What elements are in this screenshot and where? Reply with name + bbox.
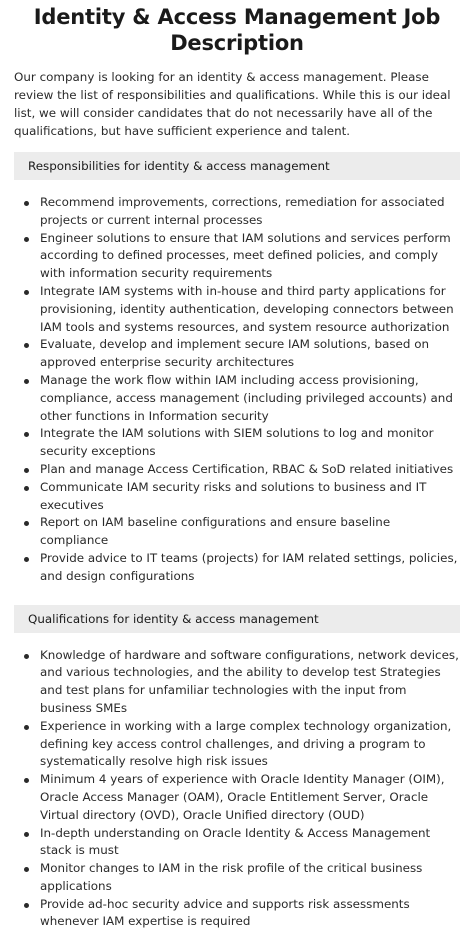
bullet-icon: [24, 903, 29, 908]
list-item-text: Minimum 4 years of experience with Oracle Identity Manager (OIM), Oracle Access Manager (OAM), Oracle Entitlement Server, Oracle Virtual directory (OVD), Oracle Unified directory (OUD): [40, 772, 445, 822]
list-item-text: Engineer solutions to ensure that IAM solutions and services perform according to defined processes, meet defined policies, and comply with information security requirements: [40, 230, 451, 281]
bullet-icon: [24, 654, 29, 659]
list-item: [14, 550, 460, 586]
list-item-text: In-depth understanding on Oracle Identity & Access Management stack is must: [40, 825, 431, 858]
list-item-text: Integrate IAM systems with in-house and third party applications for provisioning, identity authentication, developing connectors between IAM tools and systems resources, and system resource authorization: [40, 283, 454, 334]
list-item: [14, 771, 460, 824]
list-item-text: Plan and manage Access Certification, RBAC & SoD related initiatives: [40, 461, 454, 476]
list-item: [14, 718, 460, 771]
list-item-text: Recommend improvements, corrections, remediation for associated projects or current internal processes: [40, 195, 445, 227]
list-item: [14, 283, 460, 336]
list-item-text: Report on IAM baseline configurations and ensure baseline compliance: [40, 515, 391, 548]
bullet-icon: [24, 468, 29, 473]
bullet-icon: [24, 379, 29, 384]
qualifications-section-header: [14, 605, 460, 633]
list-item: [14, 647, 460, 718]
responsibilities-heading: Responsibilities for identity & access management: [28, 159, 330, 173]
list-item: [14, 825, 460, 861]
bullet-icon: [24, 778, 29, 783]
list-item-text: Monitor changes to IAM in the risk profile of the critical business applications: [40, 861, 423, 893]
bullet-icon: [24, 486, 29, 491]
list-item: [14, 425, 460, 461]
responsibilities-list: [14, 194, 460, 586]
qualifications-list: [14, 647, 460, 931]
list-item: [14, 194, 460, 230]
bullet-icon: [24, 343, 29, 348]
bullet-icon: [24, 432, 29, 437]
list-item-text: Experience in working with a large complex technology organization, defining key access control challenges, and driving a program to systematically resolve high risk issues: [40, 718, 452, 769]
list-item-text: Manage the work flow within IAM including access provisioning, compliance, access management (including privileged accounts) and other functions in Information security: [40, 372, 453, 423]
list-item: [14, 230, 460, 283]
responsibilities-section-header: [14, 152, 460, 180]
list-item: [14, 514, 460, 550]
bullet-icon: [24, 725, 29, 730]
list-item: [14, 896, 460, 931]
list-item: [14, 479, 460, 515]
bullet-icon: [24, 832, 29, 837]
list-item: [14, 336, 460, 372]
list-item-text: Communicate IAM security risks and solutions to business and IT executives: [40, 479, 427, 512]
list-item-text: Provide ad-hoc security advice and supports risk assessments whenever IAM expertise is required: [40, 896, 410, 929]
bullet-icon: [24, 290, 29, 295]
bullet-icon: [24, 557, 29, 562]
bullet-icon: [24, 201, 29, 206]
bullet-icon: [24, 867, 29, 872]
list-item-text: Knowledge of hardware and software configurations, network devices, and various technologies, and the ability to develop test Strategies and test plans for unfamiliar technologies with the input from business SMEs: [40, 647, 459, 715]
intro-paragraph: Our company is looking for an identity & access management. Please review the list of responsibilities and qualifications. While this is our ideal list, we will consider candidates that do not necessarily have all of the qualifications, but have sufficient experience and talent.: [14, 70, 451, 138]
section-spacer: [14, 586, 460, 605]
list-item-text: Evaluate, develop and implement secure IAM solutions, based on approved enterprise security architectures: [40, 337, 430, 370]
qualifications-heading: Qualifications for identity & access management: [28, 611, 319, 626]
list-item-text: Integrate the IAM solutions with SIEM solutions to log and monitor security exceptions: [40, 426, 434, 459]
list-item: [14, 860, 460, 896]
list-item-text: Provide advice to IT teams (projects) for IAM related settings, policies, and design configurations: [40, 550, 458, 583]
page-title: Identity & Access Management Job Description: [33, 5, 441, 55]
list-item: [14, 461, 460, 479]
bullet-icon: [24, 521, 29, 526]
bullet-icon: [24, 237, 29, 242]
list-item: [14, 372, 460, 425]
